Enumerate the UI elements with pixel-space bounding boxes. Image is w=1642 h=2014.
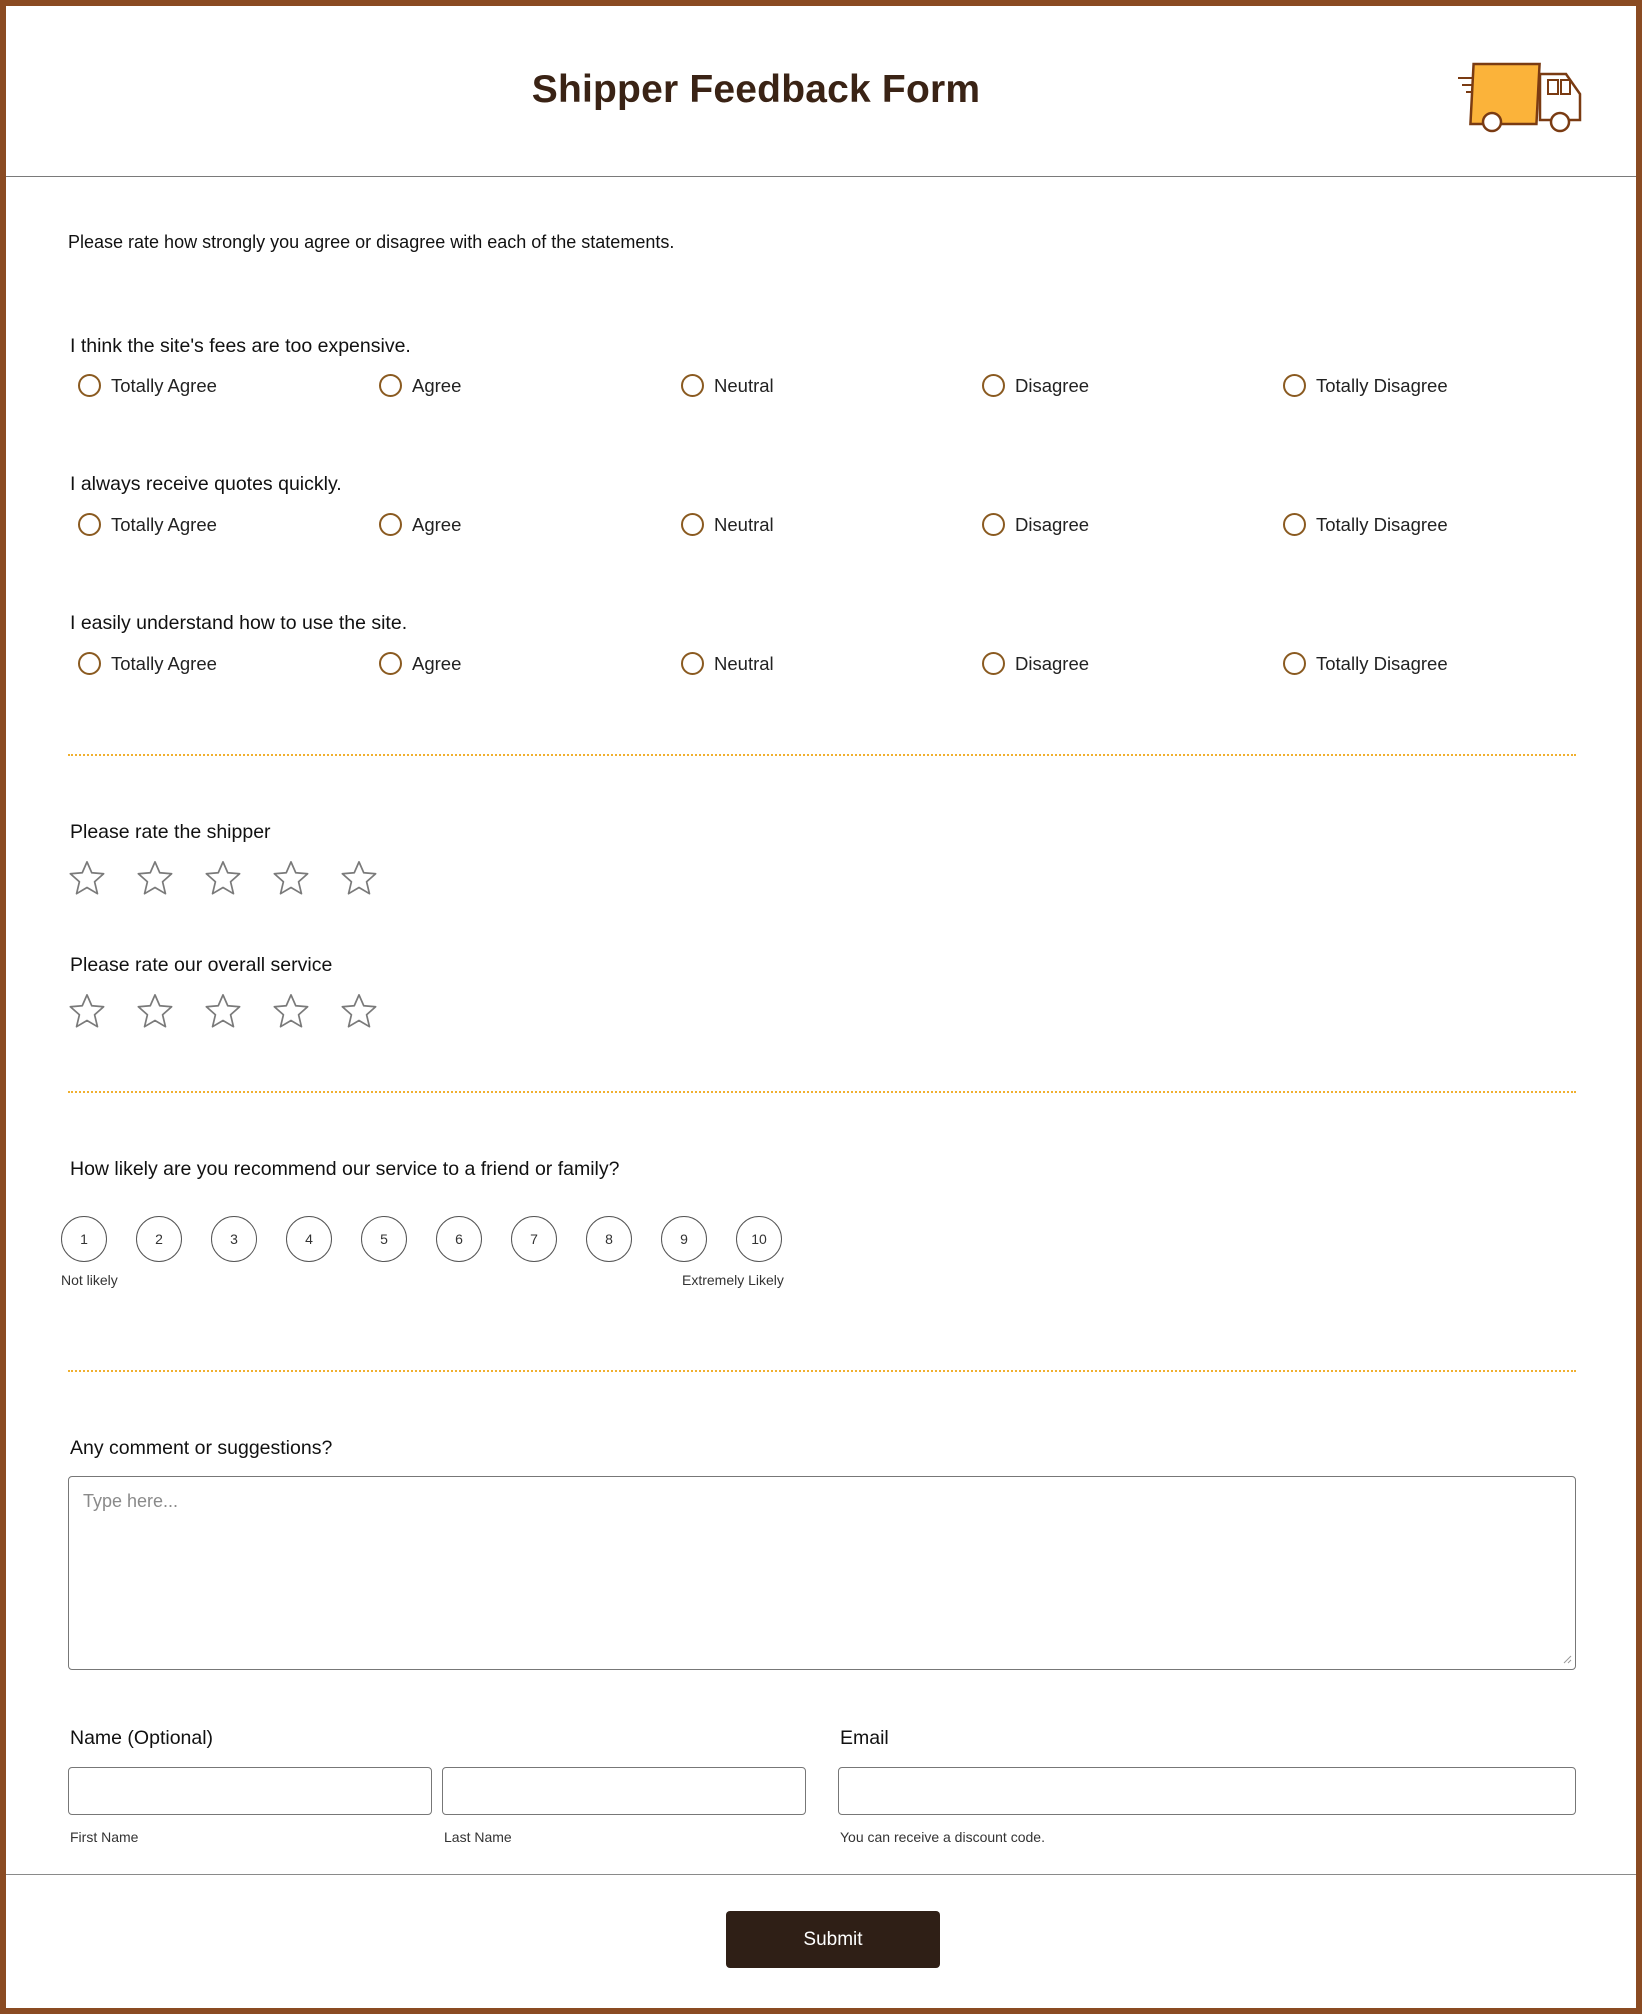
star-icon[interactable] (340, 859, 378, 897)
email-input[interactable] (838, 1767, 1576, 1815)
submit-button[interactable]: Submit (726, 1911, 940, 1968)
last-name-sublabel: Last Name (444, 1829, 512, 1845)
q3-option-totally-disagree[interactable]: Totally Disagree (1283, 652, 1448, 675)
radio-icon[interactable] (681, 652, 704, 675)
q3-option-neutral[interactable]: Neutral (681, 652, 774, 675)
last-name-input[interactable] (442, 1767, 806, 1815)
nps-option-2[interactable]: 2 (136, 1216, 182, 1262)
radio-icon[interactable] (78, 374, 101, 397)
form-header (6, 6, 1636, 177)
radio-icon[interactable] (681, 374, 704, 397)
nps-question: How likely are you recommend our service to a friend or family? (70, 1158, 620, 1180)
delivery-truck-icon (1456, 56, 1586, 138)
nps-option-8[interactable]: 8 (586, 1216, 632, 1262)
radio-icon[interactable] (1283, 374, 1306, 397)
section-divider (68, 1370, 1576, 1372)
rating-shipper-stars (68, 859, 378, 897)
nps-option-9[interactable]: 9 (661, 1216, 707, 1262)
matrix-question-2: I always receive quotes quickly. (70, 473, 342, 495)
q3-option-disagree[interactable]: Disagree (982, 652, 1089, 675)
radio-icon[interactable] (982, 513, 1005, 536)
nps-scale (61, 1216, 782, 1262)
star-icon[interactable] (136, 992, 174, 1030)
comments-textarea[interactable] (68, 1476, 1576, 1670)
radio-icon[interactable] (1283, 513, 1306, 536)
q2-option-neutral[interactable]: Neutral (681, 513, 774, 536)
radio-icon[interactable] (982, 652, 1005, 675)
radio-icon[interactable] (982, 374, 1005, 397)
matrix-question-3: I easily understand how to use the site. (70, 612, 408, 634)
radio-icon[interactable] (379, 652, 402, 675)
star-icon[interactable] (204, 859, 242, 897)
nps-high-label: Extremely Likely (682, 1272, 784, 1288)
first-name-sublabel: First Name (70, 1829, 139, 1845)
resize-grip-icon[interactable] (1562, 1654, 1572, 1664)
radio-icon[interactable] (379, 513, 402, 536)
section-divider (68, 1091, 1576, 1093)
form-title: Shipper Feedback Form (531, 68, 981, 111)
radio-icon[interactable] (379, 374, 402, 397)
radio-icon[interactable] (1283, 652, 1306, 675)
rating-service-stars (68, 992, 378, 1030)
nps-option-6[interactable]: 6 (436, 1216, 482, 1262)
nps-option-10[interactable]: 10 (736, 1216, 782, 1262)
q1-option-totally-disagree[interactable]: Totally Disagree (1283, 374, 1448, 397)
name-label: Name (Optional) (70, 1727, 214, 1749)
section-divider (68, 754, 1576, 756)
q3-option-agree[interactable]: Agree (379, 652, 461, 675)
star-icon[interactable] (340, 992, 378, 1030)
nps-low-label: Not likely (61, 1272, 118, 1288)
first-name-input[interactable] (68, 1767, 432, 1815)
rating-shipper-label: Please rate the shipper (70, 821, 271, 843)
footer-divider (6, 1874, 1636, 1875)
q2-option-totally-disagree[interactable]: Totally Disagree (1283, 513, 1448, 536)
q1-option-totally-agree[interactable]: Totally Agree (78, 374, 217, 397)
q1-option-agree[interactable]: Agree (379, 374, 461, 397)
q2-option-agree[interactable]: Agree (379, 513, 461, 536)
radio-icon[interactable] (681, 513, 704, 536)
q1-option-neutral[interactable]: Neutral (681, 374, 774, 397)
star-icon[interactable] (136, 859, 174, 897)
star-icon[interactable] (272, 992, 310, 1030)
nps-option-3[interactable]: 3 (211, 1216, 257, 1262)
matrix-question-1: I think the site's fees are too expensive. (70, 335, 411, 357)
form-intro: Please rate how strongly you agree or disagree with each of the statements. (68, 232, 675, 252)
email-sublabel: You can receive a discount code. (840, 1829, 1045, 1845)
nps-option-1[interactable]: 1 (61, 1216, 107, 1262)
rating-service-label: Please rate our overall service (70, 954, 333, 976)
radio-icon[interactable] (78, 652, 101, 675)
star-icon[interactable] (68, 859, 106, 897)
star-icon[interactable] (68, 992, 106, 1030)
q2-option-disagree[interactable]: Disagree (982, 513, 1089, 536)
q2-option-totally-agree[interactable]: Totally Agree (78, 513, 217, 536)
star-icon[interactable] (272, 859, 310, 897)
q1-option-disagree[interactable]: Disagree (982, 374, 1089, 397)
nps-option-7[interactable]: 7 (511, 1216, 557, 1262)
email-label: Email (840, 1727, 889, 1749)
nps-option-4[interactable]: 4 (286, 1216, 332, 1262)
radio-icon[interactable] (78, 513, 101, 536)
q3-option-totally-agree[interactable]: Totally Agree (78, 652, 217, 675)
star-icon[interactable] (204, 992, 242, 1030)
nps-option-5[interactable]: 5 (361, 1216, 407, 1262)
comments-label: Any comment or suggestions? (70, 1437, 333, 1459)
